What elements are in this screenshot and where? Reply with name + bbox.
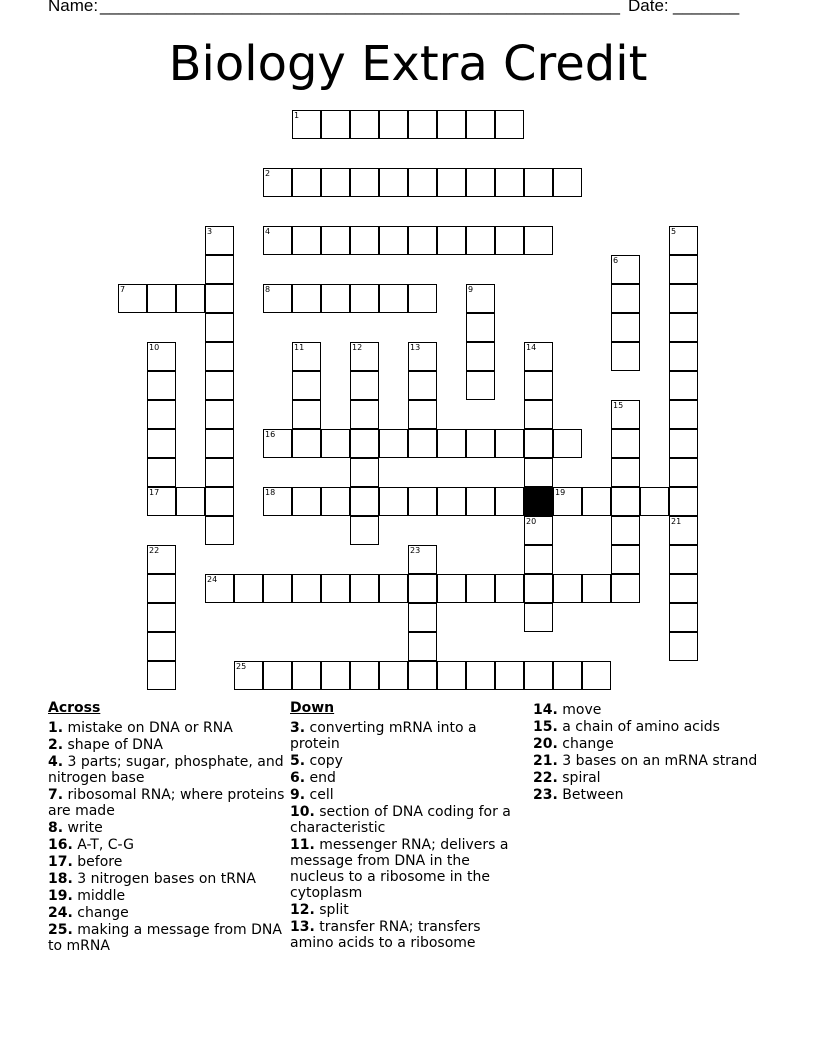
grid-cell[interactable] [205, 400, 234, 429]
clue-number: 19 [555, 488, 566, 497]
grid-cell[interactable] [234, 661, 263, 690]
grid-cell[interactable] [524, 429, 553, 458]
grid-cell[interactable] [466, 574, 495, 603]
grid-cell[interactable] [205, 516, 234, 545]
down-clues [290, 700, 520, 952]
grid-cell[interactable] [379, 168, 408, 197]
grid-cell[interactable] [379, 661, 408, 690]
grid-cell[interactable] [611, 313, 640, 342]
grid-cell[interactable] [147, 371, 176, 400]
clue-item-text: write [63, 820, 103, 836]
clue-item [290, 837, 520, 901]
clue-item-text: cell [305, 787, 334, 803]
clue-number: 17 [149, 488, 160, 497]
clue-item [533, 770, 773, 786]
clue-item-number: 12. [290, 902, 315, 918]
grid-cell[interactable] [524, 574, 553, 603]
grid-cell[interactable] [408, 110, 437, 139]
grid-cell[interactable] [176, 487, 205, 516]
grid-cell[interactable] [292, 371, 321, 400]
grid-cell[interactable] [495, 429, 524, 458]
clue-number: 5 [671, 227, 677, 236]
grid-cell[interactable] [466, 168, 495, 197]
grid-cell[interactable] [466, 342, 495, 371]
clue-item [48, 737, 288, 753]
grid-cell[interactable] [205, 429, 234, 458]
grid-cell[interactable] [524, 342, 553, 371]
clue-item [48, 787, 288, 819]
grid-cell[interactable] [669, 487, 698, 516]
grid-cell[interactable] [611, 516, 640, 545]
across-clue-list [48, 720, 288, 954]
clue-number: 18 [265, 488, 276, 497]
black-cell [524, 487, 553, 516]
grid-cell[interactable] [611, 342, 640, 371]
grid-cell[interactable] [292, 168, 321, 197]
clue-item-number: 22. [533, 770, 558, 786]
clue-item [48, 854, 288, 870]
clue-number: 2 [265, 169, 271, 178]
grid-cell[interactable] [524, 516, 553, 545]
grid-cell[interactable] [408, 545, 437, 574]
grid-cell[interactable] [408, 574, 437, 603]
clue-item-text: change [557, 736, 614, 752]
grid-cell[interactable] [466, 226, 495, 255]
clue-item-number: 5. [290, 753, 306, 769]
grid-cell[interactable] [205, 255, 234, 284]
grid-cell[interactable] [408, 487, 437, 516]
grid-cell[interactable] [292, 110, 321, 139]
grid-cell[interactable] [524, 603, 553, 632]
grid-cell[interactable] [466, 110, 495, 139]
grid-cell[interactable] [408, 400, 437, 429]
grid-cell[interactable] [379, 110, 408, 139]
date-label: Date: [628, 0, 669, 15]
clue-number: 4 [265, 227, 271, 236]
clue-item-text: split [314, 902, 349, 918]
clue-item [533, 719, 773, 735]
grid-cell[interactable] [379, 574, 408, 603]
clue-number: 23 [410, 546, 421, 555]
clue-item [533, 787, 773, 803]
grid-cell[interactable] [466, 284, 495, 313]
clue-item-number: 6. [290, 770, 306, 786]
clue-item [48, 905, 288, 921]
grid-cell[interactable] [263, 574, 292, 603]
grid-cell[interactable] [350, 574, 379, 603]
clue-item-text: end [305, 770, 336, 786]
clue-item-number: 10. [290, 804, 315, 820]
clue-item-number: 25. [48, 922, 73, 938]
grid-cell[interactable] [408, 429, 437, 458]
clue-item-number: 8. [48, 820, 64, 836]
grid-cell[interactable] [321, 168, 350, 197]
clue-item [290, 919, 520, 951]
grid-cell[interactable] [379, 487, 408, 516]
grid-cell[interactable] [408, 371, 437, 400]
clue-item-text: move [557, 702, 602, 718]
down-clue-list [290, 720, 520, 951]
grid-cell[interactable] [205, 574, 234, 603]
down-heading: Down [290, 700, 335, 716]
grid-cell[interactable] [263, 487, 292, 516]
grid-cell[interactable] [669, 574, 698, 603]
grid-cell[interactable] [669, 545, 698, 574]
grid-cell[interactable] [466, 487, 495, 516]
grid-cell[interactable] [118, 284, 147, 313]
grid-cell[interactable] [321, 110, 350, 139]
clue-item-text: 3 parts; sugar, phosphate, and nitrogen base [48, 754, 284, 786]
clue-item [290, 787, 520, 803]
clue-number: 13 [410, 343, 421, 352]
down-clue-list-continued [533, 702, 773, 803]
clue-item-number: 23. [533, 787, 558, 803]
clue-item [533, 702, 773, 718]
grid-cell[interactable] [147, 284, 176, 313]
grid-cell[interactable] [669, 371, 698, 400]
clue-number: 11 [294, 343, 305, 352]
grid-cell[interactable] [495, 661, 524, 690]
clue-item-number: 20. [533, 736, 558, 752]
grid-cell[interactable] [437, 168, 466, 197]
grid-cell[interactable] [611, 545, 640, 574]
page-title: Biology Extra Credit [168, 36, 648, 92]
clue-number: 16 [265, 430, 276, 439]
grid-cell[interactable] [263, 661, 292, 690]
clue-item-text: 3 nitrogen bases on tRNA [72, 871, 256, 887]
grid-cell[interactable] [611, 429, 640, 458]
clue-item-text: middle [72, 888, 126, 904]
clue-item-number: 11. [290, 837, 315, 853]
clue-number: 1 [294, 111, 300, 120]
clue-item-number: 9. [290, 787, 306, 803]
clue-item-number: 24. [48, 905, 73, 921]
grid-cell[interactable] [524, 661, 553, 690]
clue-item-text: change [72, 905, 129, 921]
grid-cell[interactable] [321, 429, 350, 458]
grid-cell[interactable] [408, 603, 437, 632]
grid-cell[interactable] [408, 661, 437, 690]
grid-cell[interactable] [466, 661, 495, 690]
grid-cell[interactable] [669, 255, 698, 284]
grid-cell[interactable] [437, 110, 466, 139]
clue-number: 14 [526, 343, 537, 352]
grid-cell[interactable] [205, 284, 234, 313]
grid-cell[interactable] [524, 371, 553, 400]
grid-cell[interactable] [292, 429, 321, 458]
grid-cell[interactable] [408, 342, 437, 371]
clue-item [290, 804, 520, 836]
clue-item [48, 837, 288, 853]
grid-cell[interactable] [524, 458, 553, 487]
grid-cell[interactable] [147, 458, 176, 487]
clue-number: 12 [352, 343, 363, 352]
grid-cell[interactable] [321, 487, 350, 516]
grid-cell[interactable] [582, 661, 611, 690]
clue-number: 21 [671, 517, 682, 526]
name-label: Name: [48, 0, 99, 15]
grid-cell[interactable] [205, 487, 234, 516]
clue-item-text: spiral [557, 770, 601, 786]
grid-cell[interactable] [553, 574, 582, 603]
clue-item-number: 2. [48, 737, 64, 753]
grid-cell[interactable] [292, 226, 321, 255]
grid-cell[interactable] [611, 458, 640, 487]
clue-number: 9 [468, 285, 474, 294]
clue-number: 3 [207, 227, 213, 236]
clue-item-text: copy [305, 753, 343, 769]
clue-item [48, 754, 288, 786]
clue-item [290, 720, 520, 752]
grid-cell[interactable] [640, 487, 669, 516]
grid-cell[interactable] [350, 226, 379, 255]
clue-item-text: converting mRNA into a protein [290, 720, 477, 752]
grid-cell[interactable] [437, 574, 466, 603]
clue-item-text: a chain of amino acids [557, 719, 720, 735]
clue-number: 10 [149, 343, 160, 352]
clue-item-text: before [72, 854, 123, 870]
grid-cell[interactable] [495, 487, 524, 516]
clue-item [290, 902, 520, 918]
clue-item-number: 1. [48, 720, 64, 736]
grid-cell[interactable] [524, 226, 553, 255]
grid-cell[interactable] [669, 429, 698, 458]
grid-cell[interactable] [350, 661, 379, 690]
grid-cell[interactable] [292, 574, 321, 603]
grid-cell[interactable] [321, 574, 350, 603]
grid-cell[interactable] [466, 371, 495, 400]
grid-cell[interactable] [321, 284, 350, 313]
clue-item-number: 13. [290, 919, 315, 935]
grid-cell[interactable] [350, 516, 379, 545]
grid-cell[interactable] [408, 632, 437, 661]
clue-item-text: transfer RNA; transfers amino acids to a ribosome [290, 919, 481, 951]
grid-cell[interactable] [553, 168, 582, 197]
grid-cell[interactable] [147, 429, 176, 458]
grid-cell[interactable] [350, 342, 379, 371]
clue-number: 7 [120, 285, 126, 294]
clue-item [290, 753, 520, 769]
grid-cell[interactable] [611, 487, 640, 516]
date-line: _______ [673, 0, 740, 15]
clue-item-number: 16. [48, 837, 73, 853]
clue-number: 25 [236, 662, 247, 671]
grid-cell[interactable] [321, 226, 350, 255]
across-heading: Across [48, 700, 101, 716]
clue-item [533, 736, 773, 752]
grid-cell[interactable] [553, 661, 582, 690]
grid-cell[interactable] [408, 168, 437, 197]
grid-cell[interactable] [611, 284, 640, 313]
grid-cell[interactable] [147, 574, 176, 603]
clue-item-text: making a message from DNA to mRNA [48, 922, 282, 954]
grid-cell[interactable] [582, 574, 611, 603]
grid-cell[interactable] [292, 342, 321, 371]
grid-cell[interactable] [205, 342, 234, 371]
clue-number: 22 [149, 546, 160, 555]
grid-cell[interactable] [379, 284, 408, 313]
grid-cell[interactable] [350, 400, 379, 429]
grid-cell[interactable] [205, 458, 234, 487]
grid-cell[interactable] [263, 284, 292, 313]
clue-number: 8 [265, 285, 271, 294]
grid-cell[interactable] [553, 487, 582, 516]
clue-item [533, 753, 773, 769]
clue-item-number: 14. [533, 702, 558, 718]
grid-cell[interactable] [524, 168, 553, 197]
clue-number: 15 [613, 401, 624, 410]
clue-item-number: 21. [533, 753, 558, 769]
clue-item-text: mistake on DNA or RNA [63, 720, 233, 736]
grid-cell[interactable] [379, 226, 408, 255]
grid-cell[interactable] [669, 458, 698, 487]
clue-number: 6 [613, 256, 619, 265]
grid-cell[interactable] [437, 226, 466, 255]
clue-item-number: 18. [48, 871, 73, 887]
grid-cell[interactable] [350, 168, 379, 197]
grid-cell[interactable] [205, 226, 234, 255]
grid-cell[interactable] [408, 284, 437, 313]
grid-cell[interactable] [524, 400, 553, 429]
grid-cell[interactable] [147, 661, 176, 690]
grid-cell[interactable] [669, 226, 698, 255]
clue-item [48, 820, 288, 836]
clue-item-number: 7. [48, 787, 64, 803]
grid-cell[interactable] [611, 574, 640, 603]
grid-cell[interactable] [669, 603, 698, 632]
grid-cell[interactable] [176, 284, 205, 313]
grid-cell[interactable] [234, 574, 263, 603]
clue-item-text: ribosomal RNA; where proteins are made [48, 787, 285, 819]
clue-item-text: section of DNA coding for a characteristic [290, 804, 511, 836]
grid-cell[interactable] [350, 487, 379, 516]
grid-cell[interactable] [669, 284, 698, 313]
grid-cell[interactable] [147, 632, 176, 661]
grid-cell[interactable] [611, 400, 640, 429]
grid-cell[interactable] [292, 661, 321, 690]
down-clues-continued [533, 702, 773, 804]
grid-cell[interactable] [379, 429, 408, 458]
grid-cell[interactable] [437, 487, 466, 516]
grid-cell[interactable] [669, 400, 698, 429]
grid-cell[interactable] [495, 574, 524, 603]
clue-item [48, 888, 288, 904]
across-clues [48, 700, 288, 955]
grid-cell[interactable] [611, 255, 640, 284]
clue-item-number: 17. [48, 854, 73, 870]
grid-cell[interactable] [524, 545, 553, 574]
clue-item-text: shape of DNA [63, 737, 163, 753]
grid-cell[interactable] [147, 603, 176, 632]
clue-item-number: 19. [48, 888, 73, 904]
grid-cell[interactable] [437, 429, 466, 458]
grid-cell[interactable] [495, 226, 524, 255]
grid-cell[interactable] [205, 371, 234, 400]
clue-item-number: 3. [290, 720, 306, 736]
clue-item-text: messenger RNA; delivers a message from DNA in the nucleus to a ribosome in the cytoplasm [290, 837, 509, 901]
grid-cell[interactable] [466, 429, 495, 458]
grid-cell[interactable] [147, 342, 176, 371]
grid-cell[interactable] [321, 661, 350, 690]
clue-item [48, 871, 288, 887]
grid-cell[interactable] [553, 429, 582, 458]
clue-item [48, 922, 288, 954]
grid-cell[interactable] [147, 545, 176, 574]
grid-cell[interactable] [495, 110, 524, 139]
grid-cell[interactable] [582, 487, 611, 516]
clue-item-number: 4. [48, 754, 64, 770]
clue-item-text: A-T, C-G [72, 837, 134, 853]
clue-number: 24 [207, 575, 218, 584]
grid-cell[interactable] [669, 313, 698, 342]
grid-cell[interactable] [669, 632, 698, 661]
clue-item-text: 3 bases on an mRNA strand [557, 753, 758, 769]
grid-cell[interactable] [350, 284, 379, 313]
grid-cell[interactable] [292, 400, 321, 429]
clue-item-number: 15. [533, 719, 558, 735]
grid-cell[interactable] [495, 168, 524, 197]
grid-cell[interactable] [292, 284, 321, 313]
grid-cell[interactable] [205, 313, 234, 342]
name-line: _______________________________________________________ [100, 0, 621, 15]
grid-cell[interactable] [292, 487, 321, 516]
grid-cell[interactable] [263, 168, 292, 197]
grid-cell[interactable] [350, 110, 379, 139]
clue-item-text: Between [557, 787, 624, 803]
grid-cell[interactable] [437, 661, 466, 690]
clue-number: 20 [526, 517, 537, 526]
clue-item [48, 720, 288, 736]
grid-cell[interactable] [350, 429, 379, 458]
grid-cell[interactable] [147, 400, 176, 429]
grid-cell[interactable] [669, 516, 698, 545]
grid-cell[interactable] [669, 342, 698, 371]
grid-cell[interactable] [147, 487, 176, 516]
grid-cell[interactable] [466, 313, 495, 342]
clue-item [290, 770, 520, 786]
grid-cell[interactable] [263, 226, 292, 255]
grid-cell[interactable] [408, 226, 437, 255]
grid-cell[interactable] [350, 371, 379, 400]
grid-cell[interactable] [350, 458, 379, 487]
grid-cell[interactable] [263, 429, 292, 458]
